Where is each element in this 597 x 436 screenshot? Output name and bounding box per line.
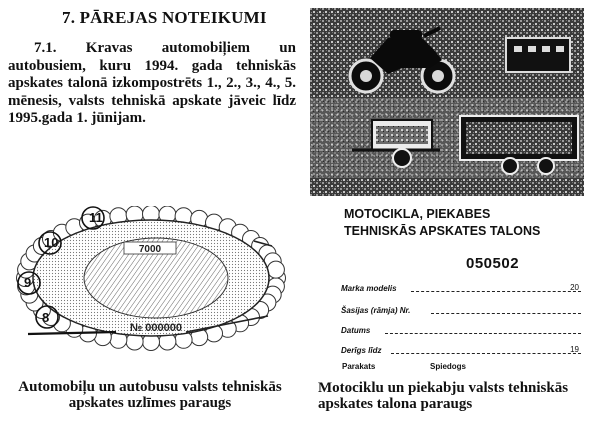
section-heading: 7. PĀREJAS NOTEIKUMI (62, 8, 267, 27)
field-chassis-number (341, 304, 581, 316)
scallop (267, 261, 284, 278)
talon-footer-stamp: Spiedogs (430, 362, 467, 371)
sticker-center-text: 7000 (138, 244, 162, 255)
inspection-sticker-image (6, 206, 296, 374)
sticker-month-10: 10 (44, 235, 59, 250)
vehicle-photo (310, 8, 584, 196)
talon-caption: Motociklu un piekabju valsts tehniskās apskates talona paraugs (318, 380, 569, 412)
sticker-serial: № 000000 (129, 322, 183, 334)
sticker-month-9: 9 (24, 275, 32, 290)
field-label: Šasijas (rāmja) Nr. (341, 306, 411, 315)
field-label: Derīgs līdz (341, 346, 382, 355)
field-line (385, 333, 581, 334)
truck-icon (506, 38, 570, 72)
talon-title (344, 206, 584, 240)
field-valid-until (341, 344, 581, 356)
talon-title-line1: MOTOCIKLA, PIEKABES (344, 207, 491, 221)
field-line (391, 353, 581, 354)
field-label: Datums (341, 326, 371, 335)
talon-footer-signature: Parakats (342, 362, 376, 371)
sticker-caption: Automobiļu un autobusu valsts tehniskās apskates uzlīmes paraugs (18, 379, 282, 411)
field-suffix: 20 (570, 283, 579, 292)
talon-title-line2: TEHNISKĀS APSKATES TALONS (344, 224, 541, 238)
field-line (411, 291, 581, 292)
right-column (300, 0, 597, 436)
sticker-month-8: 8 (42, 310, 50, 325)
inspection-talon-form (338, 200, 588, 376)
field-suffix: 19 (570, 345, 579, 354)
rule-paragraph: 7.1. Kravas automobiļiem un autobusiem, kuru 1994. gada tehniskās apskates talonā izkompostrēts 1., 2., 3., 4., 5. mēnesis, valsts tehniskā apskate jāveic līdz 1995.gada 1. jūnijam. (8, 40, 296, 126)
sticker-month-11: 11 (89, 210, 103, 225)
field-make-model (341, 282, 581, 294)
field-date (341, 324, 581, 336)
field-label: Marka modelis (341, 284, 397, 293)
field-line (431, 313, 581, 314)
talon-number: 050502 (466, 255, 520, 272)
